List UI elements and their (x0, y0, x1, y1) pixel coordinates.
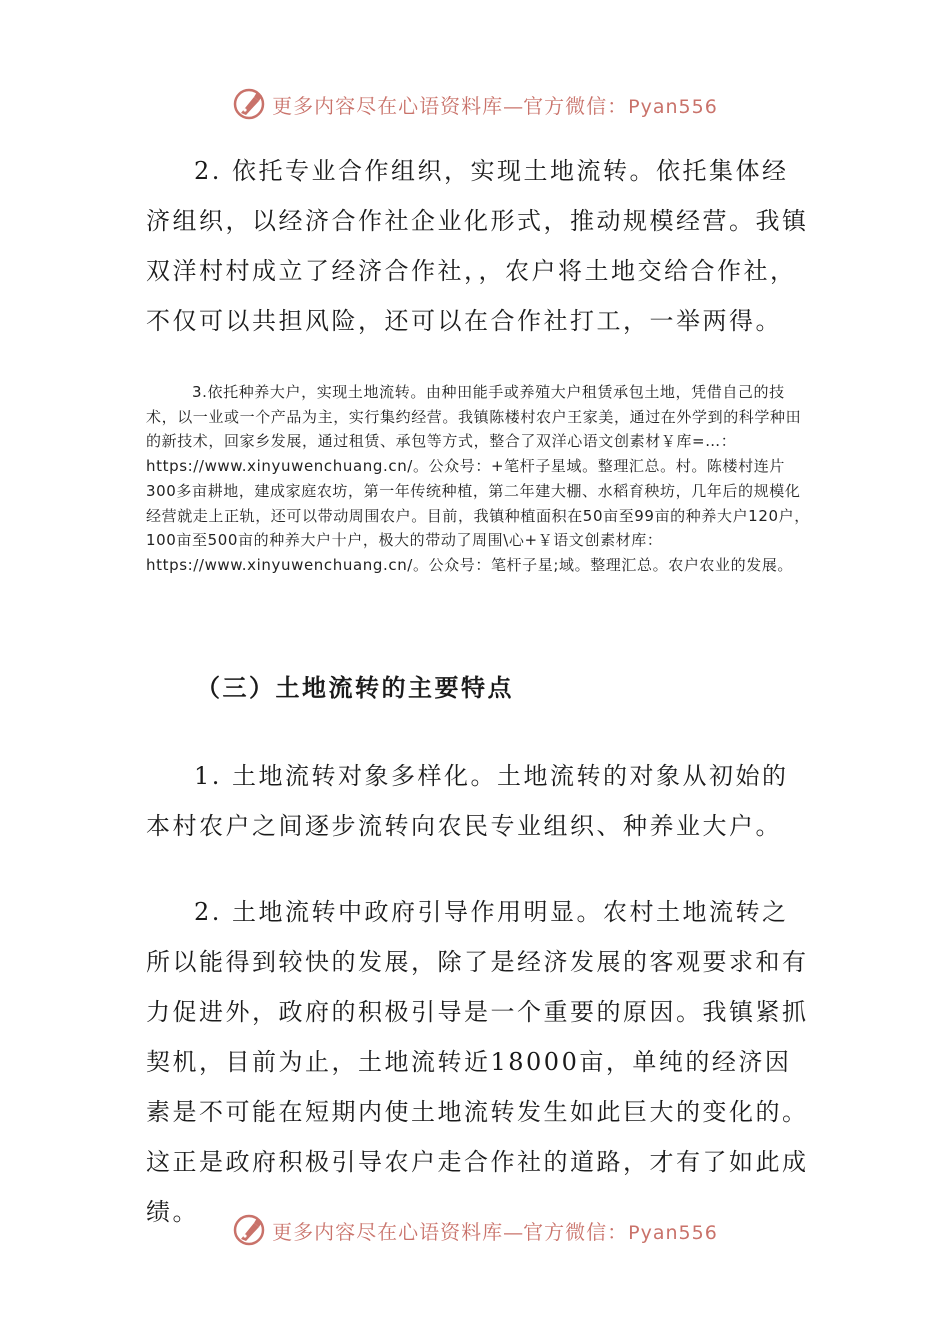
pen-nib-logo-icon (232, 86, 268, 122)
paragraph-government-guidance: 2. 土地流转中政府引导作用明显。农村土地流转之所以能得到较快的发展，除了是经济发展的客观要求和有力促进外，政府的积极引导是一个重要的原因。我镇紧抓契机，目前为止，土地流转近18000亩，单纯的经济因素是不可能在短期内使土地流转发生如此巨大的变化的。这正是政府积极引导农户走合作社的道路，才有了如此成绩。 (146, 898, 809, 1226)
banner-text: 更多内容尽在心语资料库—官方微信：Pyan556 (272, 1219, 718, 1244)
wechat-id: Pyan556 (628, 95, 718, 118)
pen-nib-logo-icon (232, 1212, 268, 1248)
paragraph-cooperative: 2. 依托专业合作组织，实现土地流转。依托集体经济组织，以经济合作社企业化形式，推动规模经营。我镇双洋村村成立了经济合作社，，农户将土地交给合作社，不仅可以共担风险，还可以在合作社打工，一举两得。 (146, 157, 809, 335)
header-banner (0, 84, 950, 124)
paragraph-diversified-objects: 1. 土地流转对象多样化。土地流转的对象从初始的本村农户之间逐步流转向农民专业组织、种养业大户。 (146, 762, 789, 840)
banner-text: 更多内容尽在心语资料库—官方微信：Pyan556 (272, 93, 718, 118)
footer-banner (0, 1210, 950, 1250)
wechat-id: Pyan556 (628, 1221, 718, 1244)
section-heading-features: （三）土地流转的主要特点 (196, 673, 514, 702)
paragraph-large-growers: 3.依托种养大户，实现土地流转。由种田能手或养殖大户租赁承包土地，凭借自己的技术，以一业或一个产品为主，实行集约经营。我镇陈楼村农户王家美，通过在外学到的科学种田的新技术，回家乡发展，通过租赁、承包等方式，整合了双洋心语文创素材￥库=…：https://www.xinyuwenchuang.cn/。公众号：+笔杆子星域。整理汇总。村。陈楼村连片300多亩耕地，建成家庭农坊，第一年传统种植，第二年建大棚、水稻育秧坊，几年后的规模化经营就走上正轨，还可以带动周围农户。目前，我镇种植面积在50亩至99亩的种养大户120户，100亩至500亩的种养大户十户，极大的带动了周围\心+￥语文创素材库：https://www.xinyuwenchuang.cn/。公众号：笔杆子星;域。整理汇总。农户农业的发展。 (146, 383, 810, 574)
